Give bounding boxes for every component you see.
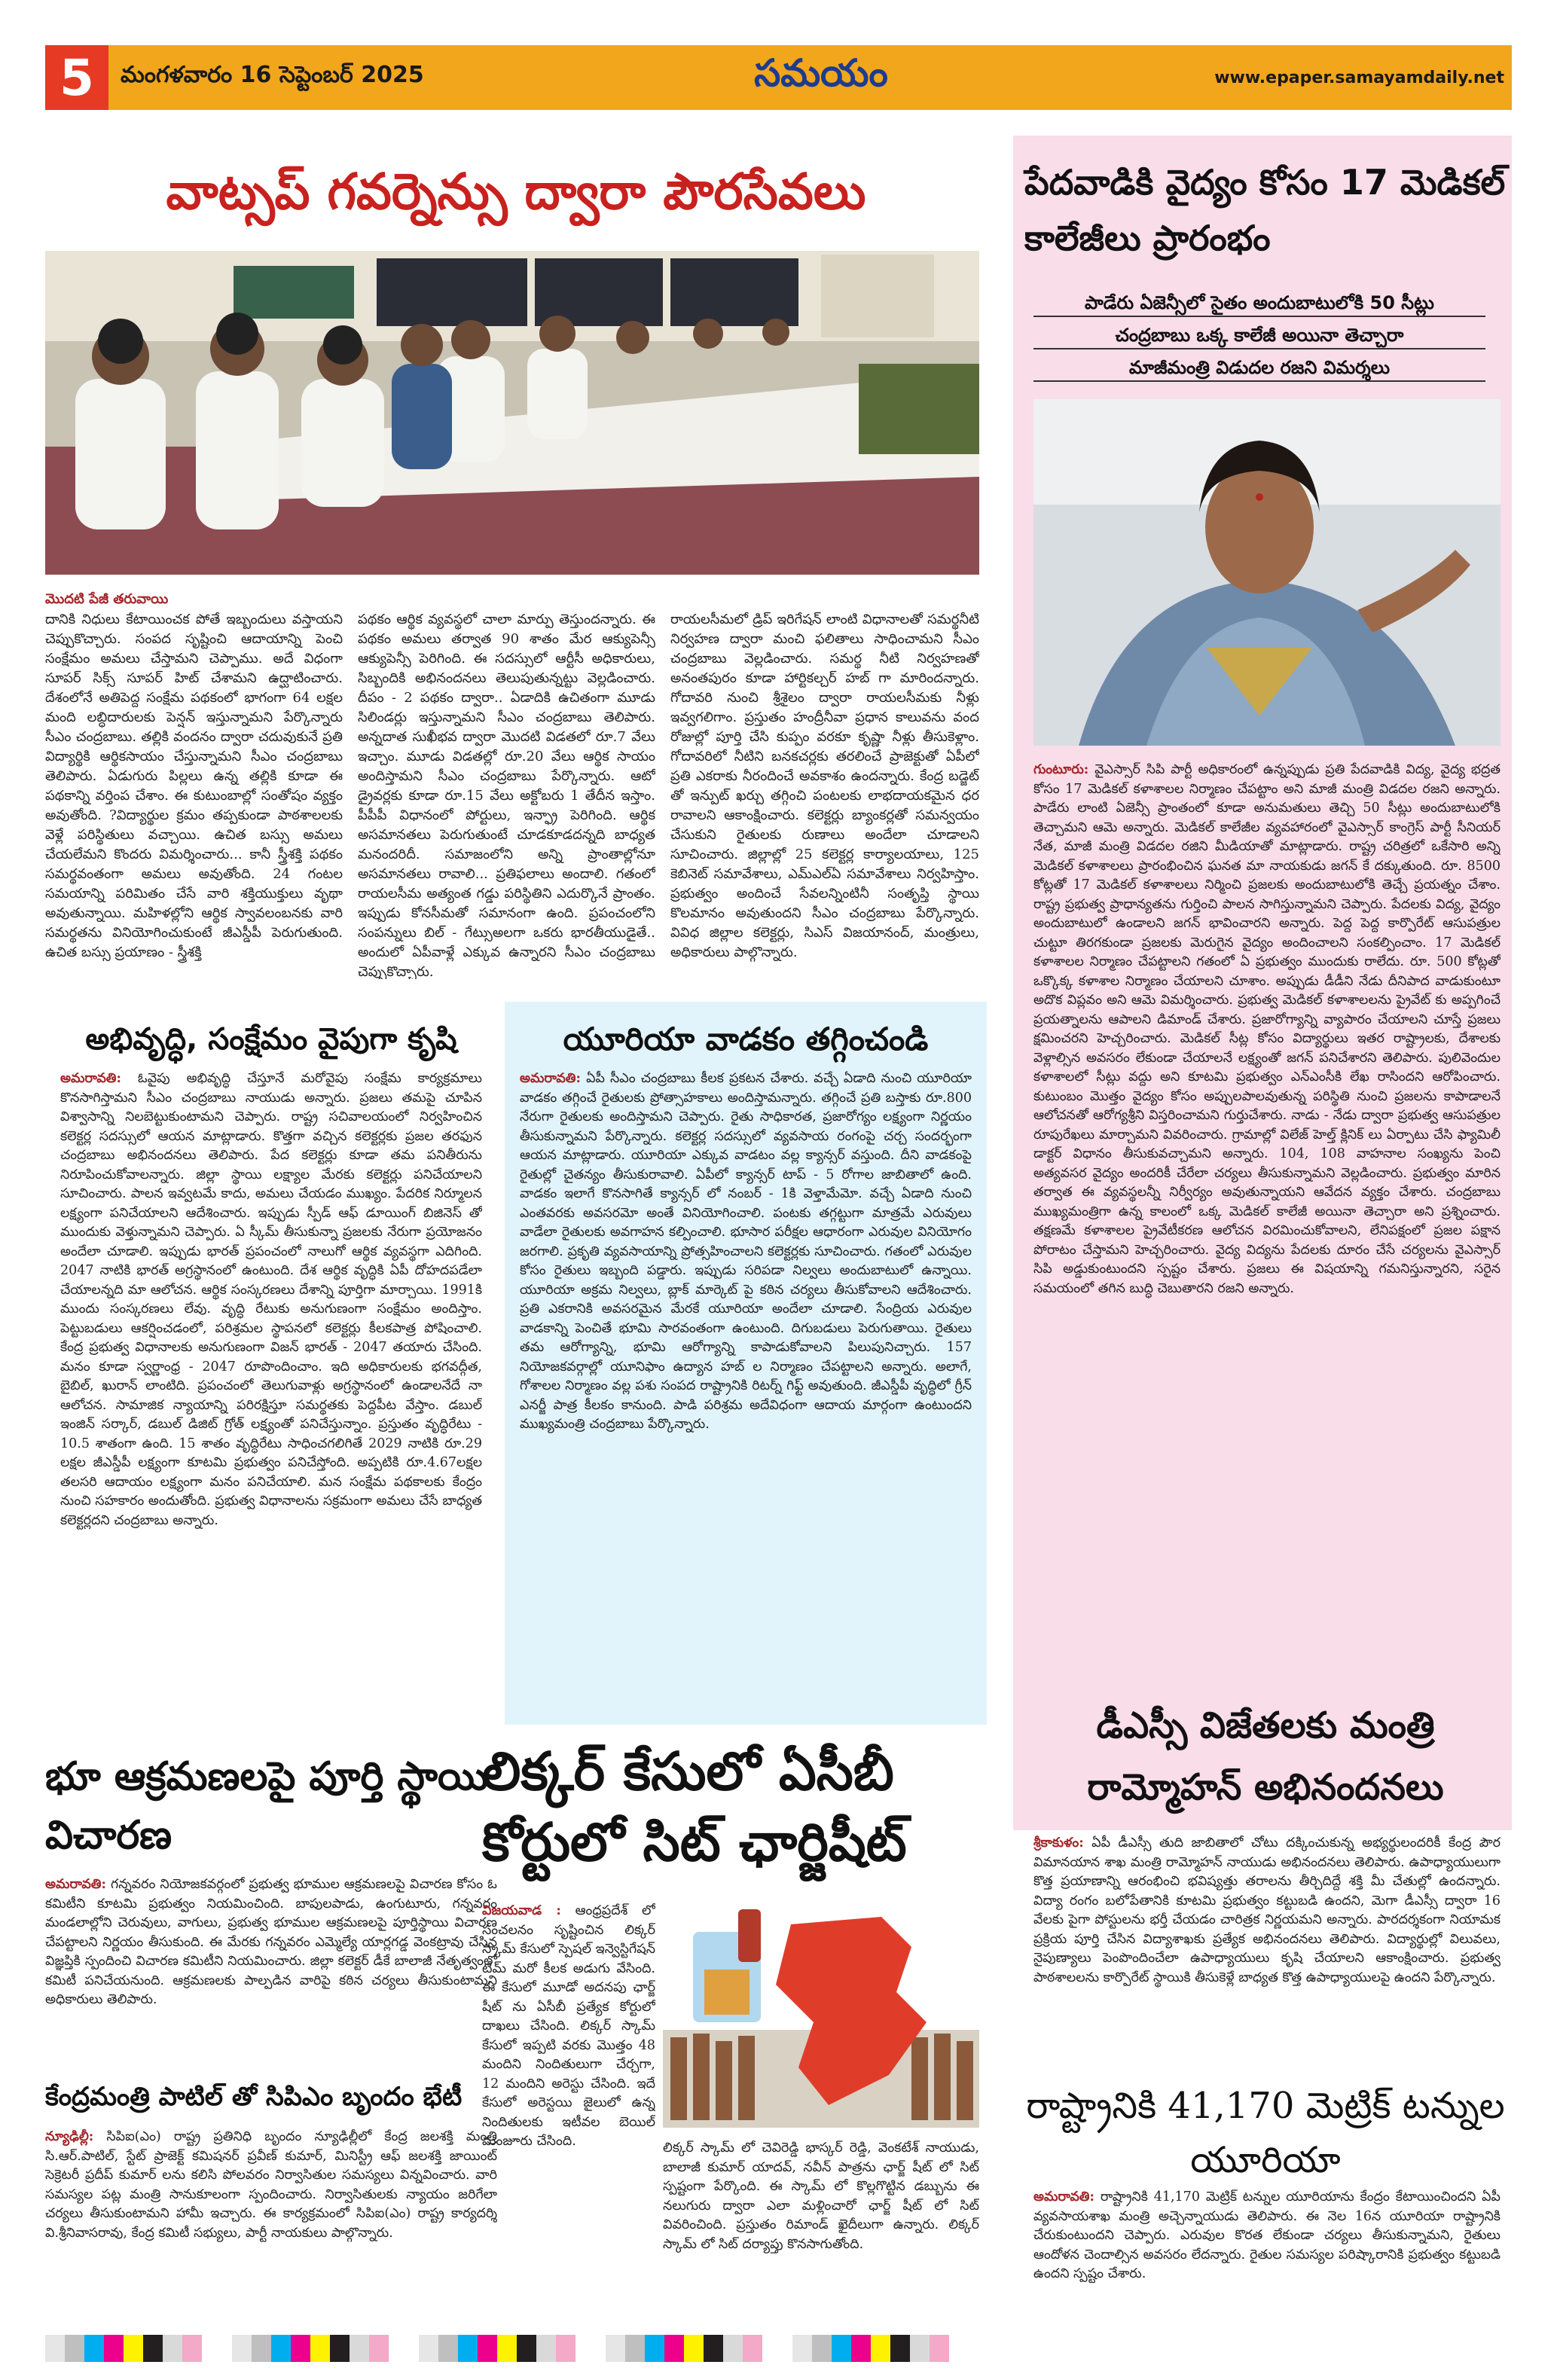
dsc-headline: డీఎస్సీ విజేతలకు మంత్రి రామ్మోహన్ అభినందనలు xyxy=(1087,1704,1444,1808)
development-headline: అభివృద్ధి, సంక్షేమం వైపుగా కృషి xyxy=(85,1022,457,1057)
cpim-meeting-subhead: కేంద్రమంత్రి పాటిల్ తో సిపిఎం బృందం భేటీ xyxy=(45,2082,463,2112)
urea-reduce-dateline: అమరావతి: xyxy=(520,1071,581,1086)
urea-allocation-dateline: అమరావతి: xyxy=(1033,2189,1094,2205)
color-group-3 xyxy=(419,2335,575,2362)
lead-column-3: రాయలసీమలో డ్రిప్ ఇరిగేషన్ లాంటి విధానాలతో సమర్థనీటి నిర్వహణ ద్వారా మంచి ఫలితాలు సాధించామని సీఎం చంద్రబాబు వెల్లడించారు. సమర్థ నీటి నిర్వహణతో అనంతపురం కూడా హార్టికల్చర్ హబ్ గా మారిందన్నారు. గోదావరి నుంచి శ్రీశైలం ద్వారా రాయలసీమకు నీళ్లు ఇవ్వగలిగాం. ప్రస్తుతం హంద్రీనీవా ప్రధాన కాలువను వంద రోజుల్లో పూర్తి చేసి కుప్పం వరకూ కృష్ణా నీళ్లు తీసుకెళ్లాం. గోదావరిలో నీటిని బనకచర్లకు తరలించే ప్రాజెక్టుతో ఏపీలో ప్రతి ఎకరాకు నీరందించే అవకాశం ఉందన్నారు. కేంద్ర బడ్జెట్ తో ఇన్పుట్ ఖర్చు తగ్గించి పంటలకు లాభదాయకమైన ధర రావాలని ఆకాంక్షించారు. కలెక్టర్లు బ్యాంకర్లతో సమన్వయం చేసుకుని రైతులకు రుణాలు అందేలా చూడాలని సూచించారు. జిల్లాల్లో 25 కలెక్టర్ల కార్యాలయాలు, 125 కెబినెట్ సమావేశాలు, ఎమ్ఎల్ఏ సమావేశాలు నిర్వహిస్తాం. ప్రభుత్వం అందించే సేవలన్నింటినీ సంతృప్తి స్థాయి కొలమానం అవుతుందని సీఎం చంద్రబాబు పేర్కొన్నారు. వివిధ జిల్లాల కలెక్టర్లు, సిఎస్ విజయానంద్, మంత్రులు, అధికారులు పాల్గొన్నారు. xyxy=(670,612,979,960)
land-text: గన్నవరం నియోజకవర్గంలో ప్రభుత్వ భూముల ఆక్రమణలపై విచారణ కోసం ఓ కమిటీని కూటమి ప్రభుత్వం నియమించింది. బాపులపాడు, ఉంగుటూరు, గన్నవరం మండలాల్లోని చెరువులు, వాగులు, ప్రభుత్వ భూముల ఆక్రమణలపై పూర్తిస్థాయి విచారణ చేపట్టాలని నిర్ణయం తీసుకుంది. ఈ మేరకు గన్నవరం ఎమ్మెల్యే యార్లగడ్డ వెంకట్రావు చేసిన విజ్ఞప్తికి స్పందించి విచారణ కమిటీని నియమించారు. జిల్లా కలెక్టర్ డీకే బాలాజీ నేతృత్వంలో కమిటీ పనిచేయనుంది. ఆక్రమణలకు పాల్పడిన వారిపై కఠిన చర్యలు తీసుకుంటామని అధికారులు తెలిపారు. xyxy=(45,1877,497,2007)
rajini-photo xyxy=(1033,399,1501,746)
dsc-dateline: శ్రీకాకుళం: xyxy=(1033,1835,1084,1851)
liquor-map-photo xyxy=(663,1902,979,2128)
cpim-text: సిపిఐ(ఎం) రాష్ట్ర ప్రతినిధి బృందం న్యూఢిల్లీలో కేంద్ర జలశక్తి మంత్రి సి.ఆర్.పాటిల్, స్టేట్ ప్రాజెక్ట్ కమిషనర్ ప్రవీణ్ కుమార్, మినిస్ట్రీ ఆఫ్ జలశక్తి జాయింట్ సెక్రెటరీ ప్రదీప్ కుమార్ లను కలిసి పోలవరం నిర్వాసితుల సమస్యలు విన్నవించారు. వారి సమస్యల పట్ల మంత్రి సానుకూలంగా స్పందించారు. నిర్వాసితులకు న్యాయం జరిగేలా చర్యలు తీసుకుంటామని హామీ ఇచ్చారు. ఈ కార్యక్రమంలో సిపిఐ(ఎం) రాష్ట్ర కార్యదర్శి వి.శ్రీనివాసరావు, కేంద్ర కమిటీ సభ్యులు, పార్టీ నాయకులు పాల్గొన్నారు. xyxy=(45,2129,497,2241)
medical-body xyxy=(1033,761,1501,1672)
liquor-case-headline: లిక్కర్ కేసులో ఏసీబీ కోర్టులో సిట్ ఛార్జిషీట్ xyxy=(482,1741,907,1873)
urea-allocation-text: రాష్ట్రానికి 41,170 మెట్రిక్ టన్నుల యూరియాను కేంద్రం కేటాయించిందని ఏపీ వ్యవసాయశాఖ మంత్రి అచ్చెన్నాయుడు తెలిపారు. ఈ నెల 16న యూరియా రాష్ట్రానికి చేరుకుంటుందని చెప్పారు. ఎరువుల కొరత లేకుండా చర్యలు తీసుకున్నామని, రైతులు ఆందోళన చెందాల్సిన అవసరం లేదన్నారు. రైతుల సమస్యల పరిష్కారానికి ప్రభుత్వం కట్టుబడి ఉందని స్పష్టం చేశారు. xyxy=(1033,2189,1501,2281)
dsc-text: ఏపీ డీఎస్సీ తుది జాబితాలో చోటు దక్కించుకున్న అభ్యర్థులందరికీ కేంద్ర పౌర విమానయాన శాఖ మంత్రి రామ్మోహన్ నాయుడు అభినందనలు తెలిపారు. ఉపాధ్యాయులుగా కొత్త ప్రయాణాన్ని ఆరంభించి భవిష్యత్తు తరాలను తీర్చిదిద్దే శక్తి మీ చేతుల్లో ఉందన్నారు. విద్యా రంగం బలోపేతానికి కూటమి ప్రభుత్వం కట్టుబడి ఉందని, మెగా డీఎస్సీ ద్వారా 16 వేలకు పైగా పోస్టులను భర్తీ చేయడం చారిత్రక నిర్ణయమని అన్నారు. పారదర్శకంగా నియామక ప్రక్రియ పూర్తి చేసిన విద్యాశాఖకు ప్రత్యేక అభినందనలు తెలిపారు. విద్యార్థుల్లో విలువలు, నైపుణ్యాలు పెంపొందించేలా ఉపాధ్యాయులు కృషి చేయాలని ఆకాంక్షించారు. ప్రభుత్వ పాఠశాలలను కార్పొరేట్ స్థాయికి తీసుకెళ్లే బాధ్యత కొత్త ఉపాధ్యాయులపై ఉందని పేర్కొన్నారు. xyxy=(1033,1835,1501,1985)
medical-dateline: గుంటూరు: xyxy=(1033,762,1089,777)
medical-subhead-2: చంద్రబాబు ఒక్క కాలేజీ అయినా తెచ్చారా xyxy=(1033,322,1485,349)
medical-subhead-3: మాజీమంత్రి విడుదల రజని విమర్శలు xyxy=(1033,355,1485,382)
development-text: ఓవైపు అభివృద్ధి చేస్తూనే మరోవైపు సంక్షేమ కార్యక్రమాలు కొనసాగిస్తామని సీఎం చంద్రబాబు నాయుడు అన్నారు. ప్రజలు తమపై చూపిన విశ్వాసాన్ని నిలబెట్టుకుంటామని చెప్పారు. రాష్ట్ర సచివాలయంలో నిర్వహించిన కలెక్టర్ల సదస్సులో ఆయన మాట్లాడారు. కొత్తగా వచ్చిన కలెక్టర్లకు ప్రజల తరఫున చంద్రబాబు అభినందనలు తెలిపారు. పేద కలెక్టర్లు కూడా తమ పనితీరును నిరూపించుకోవాలన్నారు. జిల్లా స్థాయి లక్ష్యాల మేరకు కలెక్టర్లు పనిచేయాలని సూచించారు. పాలన ఇవ్వటమే కాదు, అమలు చేయడం ముఖ్యం. పేదరిక నిర్మూలన లక్ష్యంగా పనిచేయాలని ఆదేశించారు. ఇప్పుడు స్పీడ్ ఆఫ్ డూయింగ్ బిజినెస్ తో ముందుకు వెళ్తున్నామని చెప్పారు. ఏ స్కీమ్ తీసుకున్నా ప్రజలకు నేరుగా ప్రయోజనం అందేలా చూడాలి. ఇప్పుడు భారత్ ప్రపంచంలో నాలుగో ఆర్థిక వ్యవస్థగా ఎదిగింది. 2047 నాటికి భారత్ అగ్రస్థానంలో ఉంటుంది. దేశ ఆర్థిక వృద్ధికి ఏపీ దోహదపడేలా చేయాలన్నది మా ఆలోచన. ఆర్థిక సంస్కరణలు దేశాన్ని పూర్తిగా మార్చాయి. 1991కి ముందు సంస్కరణలు లేవు. వృద్ధి రేటుకు అనుగుణంగా సంక్షేమం అందిస్తాం. పెట్టుబడులు ఆకర్షించడంలో, పరిశ్రమల స్థాపనలో కలెక్టర్లు కీలకపాత్ర పోషించాలి. కేంద్ర ప్రభుత్వ విధానాలకు అనుగుణంగా విజన్ భారత్ - 2047 తయారు చేసింది. మనం కూడా స్వర్ణాంధ్ర - 2047 రూపొందించాం. ఇది అధికారులకు భగవద్గీత, బైబిల్, ఖురాన్ లాంటిది. ప్రపంచంలో తెలుగువాళ్లు అగ్రస్థానంలో ఉండాలనేదే నా ఆలోచన. సామాజిక న్యాయాన్ని పరిరక్షిస్తూ సమర్థతకు పెద్దపీట వేస్తాం. డబుల్ ఇంజిన్ సర్కార్, డబుల్ డిజిట్ గ్రోత్ లక్ష్యంతో పనిచేస్తున్నాం. ప్రస్తుతం వృద్ధిరేటు - 10.5 శాతంగా ఉంది. 15 శాతం వృద్ధిరేటు సాధించగలిగితే 2029 నాటికి రూ.29 లక్షల జీఎస్డీపీ లక్ష్యంగా కూటమి ప్రభుత్వం పనిచేస్తోంది. అప్పటికి రూ.4.67లక్షల తలసరి ఆదాయం లక్ష్యంగా మనం పనిచేయాలి. మన సంక్షేమ పథకాలకు కేంద్రం నుంచి సహకారం అందుతోంది. ప్రభుత్వ విధానాలను సక్రమంగా అమలు చేసే బాధ్యత కలెక్టర్లదని చంద్రబాబు అన్నారు. xyxy=(60,1071,482,1528)
liquor-case-body-2: లిక్కర్ స్కామ్ లో చెవిరెడ్డి భాస్కర్ రెడ్డి, వెంకటేశ్ నాయుడు, బాలాజీ కుమార్ యాదవ్, నవీన్ పాత్రను ఛార్జ్ షీట్ లో సిట్ స్పష్టంగా పేర్కొంది. ఈ స్కామ్ లో కొల్లగొట్టిన డబ్బును ఈ నలుగురు ద్వారా ఎలా మళ్లించారో ఛార్జ్ షీట్ లో సిట్ వివరించింది. ప్రస్తుతం రిమాండ్ ఖైదీలుగా ఉన్నారు. లిక్కర్ స్కామ్ లో సిట్ దర్యాప్తు కొనసాగుతోంది. xyxy=(663,2140,979,2252)
liquor-case-body xyxy=(482,1902,655,2316)
urea-allocation-body xyxy=(1033,2188,1501,2308)
cpim-dateline: న్యూఢిల్లీ: xyxy=(45,2129,94,2144)
lead-photo-meeting xyxy=(45,251,979,575)
urea-reduce-text: ఏపీ సీఎం చంద్రబాబు కీలక ప్రకటన చేశారు. వచ్చే ఏడాది నుంచి యూరియా వాడకం తగ్గించే రైతులకు ప్రోత్సాహకాలు అందిస్తామన్నారు. తగ్గించే ప్రతి బస్తాకు రూ.800 నేరుగా రైతులకు అందిస్తామని చెప్పారు. రైతు సాధికారత, ప్రజారోగ్యం లక్ష్యంగా నిర్ణయం తీసుకున్నామని పేర్కొన్నారు. కలెక్టర్ల సదస్సులో వ్యవసాయ రంగంపై చర్చ సందర్భంగా ఆయన మాట్లాడారు. యూరియా ఎక్కువ వాడటం వల్ల క్యాన్సర్ వస్తుంది. దీని వాడకంపై రైతుల్లో చైతన్యం తీసుకురావాలి. ఏపీలో క్యాన్సర్ టాప్ - 5 రోగాల జాబితాలో ఉంది. వాడకం ఇలాగే కొనసాగితే క్యాన్సర్ లో నంబర్ - 1కి వెళ్తామేమో. వచ్చే ఏడాది నుంచి ఎంతవరకు అవసరమో అంతే వినియోగించాలి. పంటకు తగ్గట్టుగా మాత్రమే ఎరువులు వాడేలా రైతులకు అవగాహన కల్పించాలి. భూసార పరీక్షల ఆధారంగా ఎరువుల వినియోగం జరగాలి. ప్రకృతి వ్యవసాయాన్ని ప్రోత్సహించాలని కలెక్టర్లకు సూచించారు. గతంలో ఎరువుల కోసం రైతులు ఇబ్బంది పడ్డారు. ఇప్పుడు సరిపడా నిల్వలు అందుబాటులో ఉన్నాయి. యూరియా అక్రమ నిల్వలు, బ్లాక్ మార్కెట్ పై కఠిన చర్యలు తీసుకోవాలని ఆదేశించారు. ప్రతి ఎకరానికి అవసరమైన మేరకే యూరియా అందేలా చూడాలి. సేంద్రియ ఎరువుల వాడకాన్ని పెంచితే భూమి సారవంతంగా ఉంటుంది. దిగుబడులు పెరుగుతాయి. రైతులు తమ ఆరోగ్యాన్ని, భూమి ఆరోగ్యాన్ని కాపాడుకోవాలని పిలుపునిచ్చారు. 157 నియోజకవర్గాల్లో యూనిఫాం ఉద్యాన హబ్ ల నిర్మాణం చేపట్టాలని అన్నారు. అలాగే, గోశాలల నిర్మాణం వల్ల పశు సంపద రాష్ట్రానికి రిటర్న్ గిఫ్ట్ అవుతుంది. జీఎస్డీపీ వృద్ధిలో గ్రీన్ ఎనర్జీ పాత్ర కీలకం కానుంది. పాడి పరిశ్రమ అదేవిధంగా ఆదాయ మార్గంగా ఉంటుందని ముఖ్యమంత్రి చంద్రబాబు పేర్కొన్నారు. xyxy=(520,1071,972,1432)
dsc-body xyxy=(1033,1834,1501,2056)
urea-allocation-headline: రాష్ట్రానికి 41,170 మెట్రిక్ టన్నుల యూరియా xyxy=(1026,2085,1505,2181)
medical-colleges-headline: పేదవాడికి వైద్యం కోసం 17 మెడికల్ కాలేజీలు ప్రారంభం xyxy=(1024,162,1506,258)
color-group-2 xyxy=(232,2335,389,2362)
color-group-5 xyxy=(792,2335,949,2362)
liquor-text: ఆంధ్రప్రదేశ్ లో సంచలనం సృష్టించిన లిక్కర్ స్కామ్ కేసులో స్పెషల్ ఇన్వెస్టిగేషన్ టీమ్ మరో కీలక అడుగు వేసింది. ఈ కేసులో మూడో అదనపు ఛార్జ్ షీట్ ను ఏసీబీ ప్రత్యేక కోర్టులో దాఖలు చేసింది. లిక్కర్ స్కామ్ కేసులో ఇప్పటి వరకు మొత్తం 48 మందిని నిందితులుగా చేర్చగా, 12 మందిని అరెస్టు చేసింది. ఇదే కేసులో అరెస్టయి జైలులో ఉన్న నిందితులకు ఇటీవల బెయిల్ మంజూరు చేసింది. xyxy=(482,1903,655,2149)
urea-reduce-body xyxy=(520,1069,972,1717)
printer-color-bar xyxy=(45,2335,1512,2362)
color-group-1 xyxy=(45,2335,202,2362)
lead-continuation-label: మొదటి పేజీ తరువాయి xyxy=(45,591,169,607)
publication-date: మంగళవారం 16 సెప్టెంబర్ 2025 xyxy=(121,62,424,88)
land-dateline: అమరావతి: xyxy=(45,1877,106,1892)
lead-column-1: దానికి నిధులు కేటాయించక పోతే ఇబ్బందులు వస్తాయని చెప్పుకొచ్చారు. సంపద సృష్టించి ఆదాయాన్ని పెంచి సంక్షేమం అమలు చేస్తామని చెప్పాము. అదే విధంగా సూపర్ సిక్స్ సూపర్ హిట్ చేశామని ఉద్ఘాటించారు. దేశంలోనే అతిపెద్ద సంక్షేమ పథకంలో భాగంగా 64 లక్షల మంది లబ్ధిదారులకు పెన్షన్ ఇస్తున్నామని పేర్కొన్నారు సీఎం చంద్రబాబు. తల్లికి వందనం ద్వారా చదువుకునే ప్రతి విద్యార్థికి ఆర్థికసాయం చేస్తున్నామని సీఎం చంద్రబాబు తెలిపారు. ఏడుగురు పిల్లలు ఉన్న తల్లికి కూడా ఈ పథకాన్ని వర్తింప చేశాం. ఈ కుటుంబాల్లో సంతోషం వ్యక్తం అవుతోంది. ?విద్యార్థుల క్రమం తప్పకుండా పాఠశాలలకు వెళ్లే పరిస్థితులు వచ్చాయి. ఉచిత బస్సు అమలు చేయలేమని కొందరు విమర్శించారు... కానీ స్త్రీశక్తి పథకం సమర్థవంతంగా అమలు అవుతోంది. 24 గంటల సమయాన్ని పరిమితం చేసే వారి శక్తియుక్తులు వృథా అవుతున్నాయి. మహిళల్లోని ఆర్థిక స్వావలంబనకు వారి సమర్థతను వినియోగించుకుంటే జీఎస్డీపీ పెరుగుతుంది. ఉచిత బస్సు ప్రయాణం - స్త్రీశక్తి xyxy=(45,612,343,960)
lead-column-2: పథకం ఆర్థిక వ్యవస్థలో చాలా మార్పు తెస్తుందన్నారు. ఈ పథకం అమలు తర్వాత 90 శాతం మేర ఆక్యుపెన్సీ ఆక్యుపెన్సీ పెరిగింది. ఈ సదస్సులో ఆర్టీసీ అధికారులు, సిబ్బందికి అభినందనలు తెలుపుతున్నట్టు వెల్లడించారు. దీపం - 2 పథకం ద్వారా.. ఏడాదికి ఉచితంగా మూడు సిలిండర్లు ఇస్తున్నామని సీఎం చంద్రబాబు తెలిపారు. అన్నదాత సుఖీభవ ద్వారా మొదటి విడతలో రూ.7 వేలు ఇచ్చాం. మూడు విడతల్లో రూ.20 వేలు ఆర్థిక సాయం అందిస్తామని సీఎం చంద్రబాబు పేర్కొన్నారు. ఆటో డ్రైవర్లకు కూడా రూ.15 వేలు అక్టోబరు 1 తేదీన ఇస్తాం. పీపీపీ విధానంలో పోర్టులు, ఇన్ఫ్రా పెరిగింది. ఆర్థిక అసమానతలు పెరుగుతుంటే చూడకూడదన్నది బాధ్యత మనందరిదీ. సమాజంలోని అన్ని ప్రాంతాల్లోనూ అసమానతలు రావాలి... ప్రతిఫలాలు అందాలి. గతంలో రాయలసీమ అత్యంత గడ్డు పరిస్థితిని ఎదుర్కొనే ప్రాంతం. ఇప్పుడు కోనసీమతో సమానంగా ఉంది. ప్రపంచంలోని సంపన్నులు బిల్ - గేట్సుఅలగా ఒకరు భారతీయుడైతే.. అందులో ఏపీవాళ్లే ఎక్కువ ఉన్నారని సీఎం చంద్రబాబు చెప్పుకొచ్చారు. xyxy=(358,612,655,979)
lead-headline: వాట్సప్ గవర్నెన్సు ద్వారా పౌరసేవలు xyxy=(166,163,866,221)
development-body xyxy=(60,1069,482,1717)
medical-subhead-1: పాడేరు ఏజెన్సీలో సైతం అందుబాటులోకి 50 సీట్లు xyxy=(1033,290,1485,317)
newspaper-name: సమయం xyxy=(754,50,888,95)
epaper-url[interactable]: www.epaper.samayamdaily.net xyxy=(1214,68,1504,87)
land-encroachment-headline: భూ ఆక్రమణలపై పూర్తి స్థాయి విచారణ xyxy=(45,1754,488,1858)
development-dateline: అమరావతి: xyxy=(60,1071,121,1086)
urea-reduce-headline: యూరియా వాడకం తగ్గించండి xyxy=(563,1021,929,1057)
liquor-dateline: విజయవాడ : xyxy=(482,1903,561,1918)
page-number: 5 xyxy=(45,45,108,110)
color-group-4 xyxy=(606,2335,762,2362)
medical-text: వైఎస్సార్ సిపి పార్టీ అధికారంలో ఉన్నప్పుడు ప్రతి పేదవాడికి విద్య, వైద్య భద్రత కోసం 17 మెడికల్ కళాశాలల నిర్మాణం చేపట్టాం అని మాజీ మంత్రి విడదల రజని అన్నారు. పాడేరు లాంటి ఏజెన్సీ ప్రాంతంలో కూడా అనుమతులు తెచ్చి 50 సీట్లు అందుబాటులోకి తెచ్చామని ఆమె అన్నారు. మెడికల్ కాలేజీల వ్యవహారంలో వైఎస్సార్ కాంగ్రెస్ పార్టీ సీనియర్ నేత, మాజీ మంత్రి విడదల రజిని మీడియాతో మాట్లాడారు. రాష్ట్ర చరిత్రలో ఒకేసారి అన్ని మెడికల్ కళాశాలలు ప్రారంభించిన ఘనత మా నాయకుడు జగన్ కే దక్కుతుంది. రూ. 8500 కోట్లతో 17 మెడికల్ కళాశాలలు నిర్మించి ప్రజలకు అందుబాటులోకి తెచ్చే ప్రయత్నం చేశాం. రాష్ట్ర ప్రభుత్వ ప్రాధాన్యతను గుర్తించి పాలన సాగిస్తున్నామని చెప్పారు. పేదలకు విద్య, వైద్యం అందుబాటులో ఉండాలని జగన్ భావించారని అన్నారు. పెద్ద పెద్ద కార్పొరేట్ ఆసుపత్రుల చుట్టూ తిరగకుండా ప్రజలకు మెరుగైన వైద్యం అందించాలని సంకల్పించాం. 17 మెడికల్ కళాశాలల నిర్మాణం చేపట్టాలని గతంలో ఏ ప్రభుత్వం ముందుకు రాలేదు. రూ. 500 కోట్లతో ఒక్కొక్క కళాశాల నిర్మాణం చేయాలని చూశాం. అప్పుడు డీడీని నేడు దీనిపాద వాడుకుంటూ అదొక విప్లవం అని ఆమె విమర్శించారు. ప్రభుత్వ మెడికల్ కళాశాలలను ప్రైవేట్ కు అప్పగించే ప్రయత్నాలను ఆపాలని డిమాండ్ చేశారు. ప్రజారోగ్యాన్ని వ్యాపారం చేయాలని చూస్తే ప్రజలు క్షమించరని హెచ్చరించారు. మెడికల్ సీట్ల కోసం విద్యార్థులు ఇతర రాష్ట్రాలకు, దేశాలకు వెళ్లాల్సిన అవసరం లేకుండా చేయాలనే లక్ష్యంతో జగన్ పనిచేశారని తెలిపారు. పులివెందుల కళాశాలలో సీట్లు వద్దు అని కూటమి ప్రభుత్వం ఎన్ఎంసీకి లేఖ రాసిందని ఆరోపించారు. కుటుంబం మొత్తం వైద్యం కోసం అప్పులపాలవుతున్న పరిస్థితి నుంచి ప్రజలను కాపాడాలనే ఆలోచనతో ఆరోగ్యశ్రీని విస్తరించామని గుర్తుచేశారు. నాడు - నేడు ద్వారా ప్రభుత్వ ఆసుపత్రుల రూపురేఖలు మార్చామని వివరించారు. గ్రామాల్లో విలేజ్ హెల్త్ క్లినిక్ లు ఏర్పాటు చేసి ఫ్యామిలీ డాక్టర్ విధానం తీసుకువచ్చామని అన్నారు. 104, 108 వాహనాల సంఖ్యను పెంచి అత్యవసర వైద్యం అందరికీ చేరేలా చర్యలు తీసుకున్నామని వెల్లడించారు. ప్రభుత్వం మారిన తర్వాత ఈ వ్యవస్థలన్నీ నిర్వీర్యం అవుతున్నాయని ఆవేదన వ్యక్తం చేశారు. చంద్రబాబు ముఖ్యమంత్రిగా ఉన్న కాలంలో ఒక్క మెడికల్ కాలేజీ అయినా తెచ్చారా అని ప్రశ్నించారు. తక్షణమే కళాశాలల ప్రైవేటీకరణ ఆలోచన విరమించుకోవాలని, లేనిపక్షంలో ప్రజల పక్షాన పోరాటం చేస్తామని హెచ్చరించారు. వైద్య విద్యను పేదలకు దూరం చేసే చర్యలను వైఎస్సార్ సిపి అడ్డుకుంటుందని స్పష్టం చేశారు. ప్రజలు ఈ విషయాన్ని గమనిస్తున్నారని, సరైన సమయంలో తగిన బుద్ధి చెబుతారని రజని అన్నారు. xyxy=(1033,762,1501,1296)
land-encroachment-body xyxy=(45,1875,497,2060)
cpim-meeting-body xyxy=(45,2128,497,2316)
